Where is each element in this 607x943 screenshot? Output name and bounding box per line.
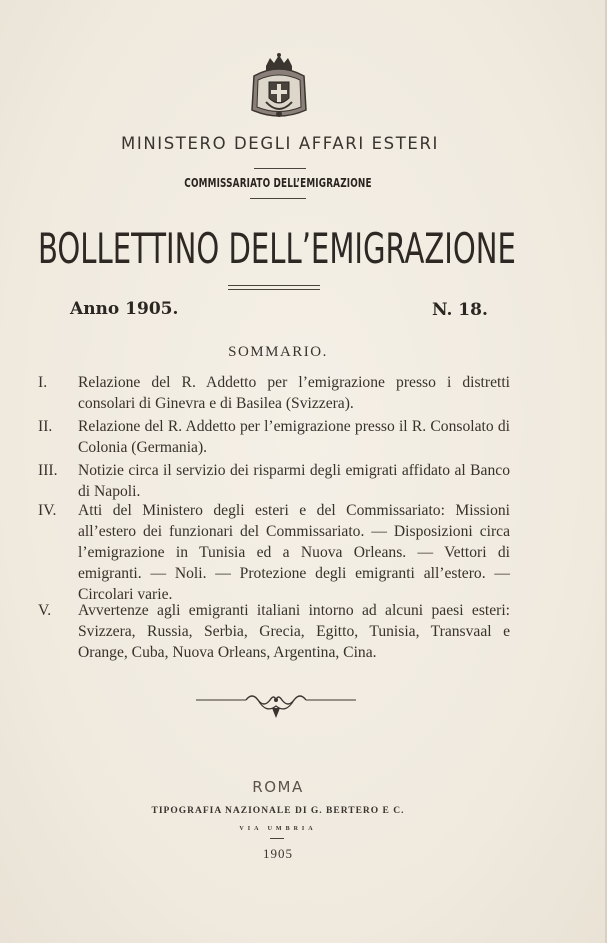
divider xyxy=(254,168,306,169)
item-number: IV. xyxy=(38,502,57,519)
item-number: III. xyxy=(38,462,58,479)
issue-year: Anno 1905. xyxy=(70,299,179,319)
list-item xyxy=(38,600,510,663)
divider xyxy=(250,198,306,199)
item-number: II. xyxy=(38,418,53,435)
ministry-name: MINISTERO DEGLI AFFARI ESTERI xyxy=(121,134,439,153)
issue-number: N. 18. xyxy=(432,300,488,320)
item-number: I. xyxy=(38,374,48,391)
printer-street: VIA UMBRIA xyxy=(239,826,317,832)
list-item xyxy=(38,416,510,458)
item-number: V. xyxy=(38,602,52,619)
list-item xyxy=(38,460,510,502)
item-text: Atti del Ministero degli esteri e del Commissariato: Missioni all’estero dei funzionari del Commissariato. — Disposizioni circa l’emigrazione in Tunisia ed a Nuova Orleans. — Vettori di emigranti. — Noli. — Protezione degli emigranti all’estero. — Circolari varie. xyxy=(78,502,510,603)
printer-name: TIPOGRAFIA NAZIONALE DI G. BERTERO E C. xyxy=(151,806,405,816)
page-title: BOLLETTINO DELL’EMIGRAZIONE xyxy=(38,224,516,273)
item-text: Relazione del R. Addetto per l’emigrazione presso i distretti consolari di Ginevra e di Basilea (Svizzera). xyxy=(78,374,510,412)
publication-city: ROMA xyxy=(252,778,304,796)
double-rule xyxy=(228,285,320,286)
item-text: Avvertenze agli emigranti italiani intorno ad alcuni paesi esteri: Svizzera, Russia, Serbia, Grecia, Egitto, Tunisia, Transvaal e Orange, Cuba, Nuova Orleans, Argentina, Cina. xyxy=(78,602,510,661)
commissariat-name: COMMISSARIATO DELL’EMIGRAZIONE xyxy=(184,176,372,190)
royal-coat-of-arms-icon xyxy=(248,52,310,124)
item-text: Notizie circa il servizio dei risparmi degli emigrati affidato al Banco di Napoli. xyxy=(78,462,510,500)
item-text: Relazione del R. Addetto per l’emigrazione presso il R. Consolato di Colonia (Germania). xyxy=(78,418,510,456)
summary-heading: SOMMARIO. xyxy=(228,344,328,360)
list-item xyxy=(38,500,510,605)
divider xyxy=(270,838,284,839)
publication-year: 1905 xyxy=(263,846,293,861)
double-rule xyxy=(228,289,320,290)
list-item xyxy=(38,372,510,414)
decorative-flourish-icon xyxy=(196,688,356,722)
